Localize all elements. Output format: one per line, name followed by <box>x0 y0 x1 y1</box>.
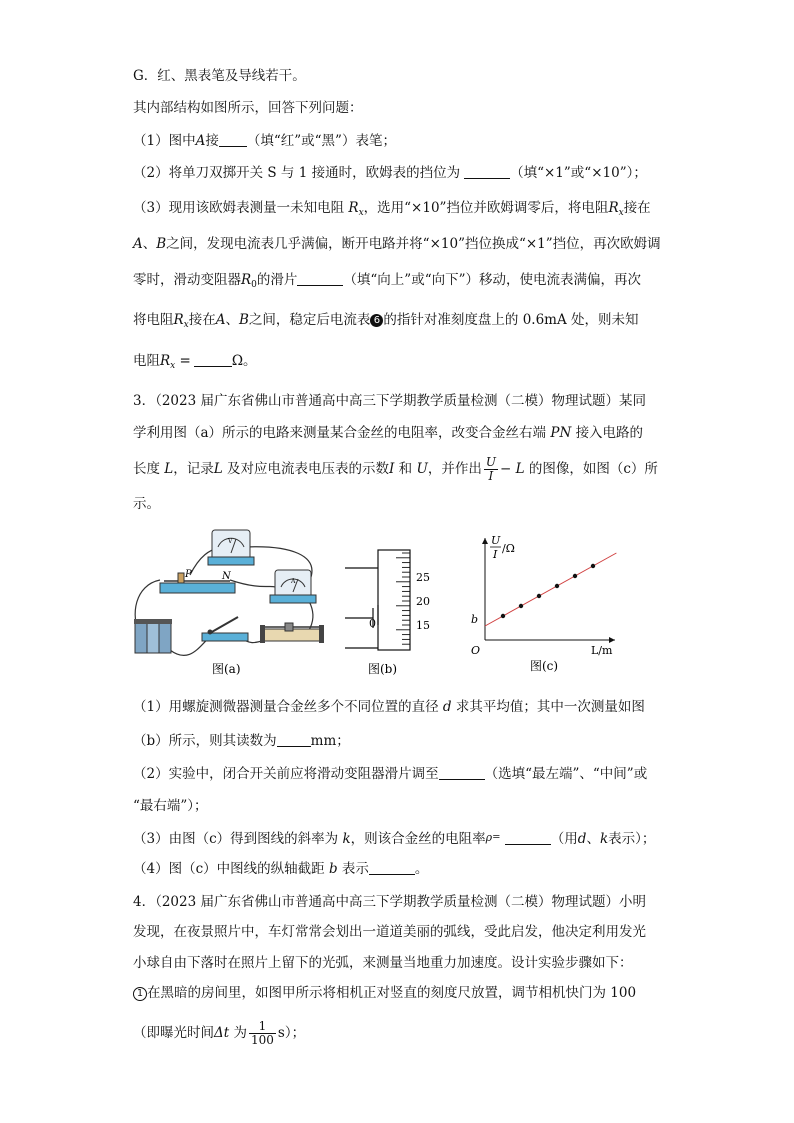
question-3-line-2: A、B之间，发现电流表几乎满偏，断开电路并将“×10”挡位换成“×1”挡位，再次欧姆调 <box>133 236 661 252</box>
problem-4-line-2: 发现，在夜景照片中，车灯常常会划出一道道美丽的弧线，受此启发，他决定利用发光 <box>133 924 646 940</box>
svg-text:A: A <box>291 578 296 585</box>
svg-text:U: U <box>491 534 501 547</box>
figure-a-circuit <box>130 525 330 680</box>
wire <box>230 580 275 587</box>
fraction-one-over-hundred: $\frac{1}{100}$ <box>250 1019 274 1047</box>
problem-3-line-4: 示。 <box>133 496 160 512</box>
rheostat-icon <box>260 623 324 643</box>
svg-text:I: I <box>493 548 498 561</box>
data-point <box>591 564 595 568</box>
svg-text:15: 15 <box>416 619 430 632</box>
intro-text: 其内部结构如图所示，回答下列问题： <box>133 100 363 116</box>
figure-b-micrometer <box>340 545 440 680</box>
svg-text:图(a): 图(a) <box>212 662 241 676</box>
question-3-line-5: 电阻$R_x = \Omega$。 <box>133 353 257 371</box>
answer-blank[interactable] <box>277 732 311 747</box>
answer-blank[interactable] <box>219 132 247 147</box>
thimble-scale <box>396 553 410 644</box>
data-point <box>501 614 505 618</box>
problem-3-line-3: 长度 L，记录L 及对应电流表电压表的示数I 和 U，并作出 $\frac{U}{I}$ − L 的图像，如图（c）所 <box>133 455 658 483</box>
data-point <box>519 604 523 608</box>
item-g: G．红、黑表笔及导线若干。 <box>133 68 306 84</box>
svg-text:图(c): 图(c) <box>530 659 559 673</box>
svg-text:0: 0 <box>369 617 376 630</box>
answer-blank[interactable] <box>297 271 343 286</box>
svg-text:P: P <box>185 569 192 580</box>
alloy-wire-board <box>160 569 235 593</box>
svg-text:N: N <box>222 571 231 582</box>
problem-3-header: 3．（2023 届广东省佛山市普通高中高三下学期教学质量检测（二模）物理试题）某同 <box>133 393 646 409</box>
problem-3-line-2: 学利用图（a）所示的电路来测量某合金丝的电阻率，改变合金丝右端 PN 接入电路的 <box>133 425 644 441</box>
svg-text:20: 20 <box>416 595 430 608</box>
battery-icon <box>134 619 172 653</box>
problem-4-line-3: 小球自由下落时在照片上留下的光弧，来测量当地重力加速度。设计实验步骤如下： <box>133 955 633 971</box>
svg-text:L/m: L/m <box>591 644 613 657</box>
svg-text:V: V <box>228 538 233 545</box>
answer-blank[interactable] <box>464 164 510 179</box>
voltmeter-icon <box>208 530 254 565</box>
figure-c-graph <box>465 530 625 680</box>
problem-4-step-1: 1 在黑暗的房间里，如图甲所示将相机正对竖直的刻度尺放置，调节相机快门为 100 <box>133 983 636 1003</box>
ammeter-icon <box>270 570 316 603</box>
fraction-u-over-i: $\frac{U}{I}$ <box>485 455 496 483</box>
answer-blank[interactable] <box>505 830 551 845</box>
question-3-line-4: 将电阻$R_x$接在A、B之间，稳定后电流表 6 的指针对准刻度盘上的 0.6mA 处，则未知 <box>133 312 639 330</box>
question-1: （1）图中A接 （填“红”或“黑”）表笔； <box>133 133 396 149</box>
sub-question-1-line-1: （1）用螺旋测微器测量合金丝多个不同位置的直径 d 求其平均值；其中一次测量如图 <box>133 699 645 715</box>
sub-question-4: （4）图（c）中图线的纵轴截距 b 表示 。 <box>133 861 429 877</box>
svg-text:/Ω: /Ω <box>502 542 515 555</box>
problem-4-line-5: （即曝光时间Δt 为 $\frac{1}{100}$ s）； <box>133 1019 306 1047</box>
sub-question-2-line-1: （2）实验中，闭合开关前应将滑动变阻器滑片调至 （选填“最左端”、“中间”或 <box>133 766 648 782</box>
answer-blank[interactable] <box>439 765 485 780</box>
data-point <box>573 574 577 578</box>
svg-text:b: b <box>471 613 479 626</box>
svg-text:O: O <box>471 644 481 657</box>
data-point <box>537 594 541 598</box>
problem-4-header: 4．（2023 届广东省佛山市普通高中高三下学期教学质量检测（二模）物理试题）小明 <box>133 894 646 910</box>
question-3-line-1: （3）现用该欧姆表测量一未知电阻 $R_x$，选用“×10”挡位并欧姆调零后，将电阻$R_x$接在 <box>133 200 651 218</box>
answer-blank[interactable] <box>369 860 415 875</box>
switch-icon <box>202 617 248 641</box>
svg-text:25: 25 <box>416 571 430 584</box>
circled-six-icon: 6 <box>370 314 383 327</box>
sub-question-1-line-2: （b）所示，则其读数为 mm； <box>133 733 350 749</box>
answer-blank[interactable] <box>194 352 232 367</box>
circled-one-icon: 1 <box>133 987 147 1001</box>
question-3-line-3: 零时，滑动变阻器$R_0$的滑片 （填“向上”或“向下”）移动，使电流表满偏，再次 <box>133 272 642 290</box>
question-2: （2）将单刀双掷开关 S 与 1 接通时，欧姆表的挡位为 （填“×1”或“×10”）； <box>133 165 647 181</box>
sub-question-2-line-2: “最右端”）； <box>133 798 208 814</box>
data-point <box>555 584 559 588</box>
plot-area <box>485 553 616 626</box>
svg-text:图(b): 图(b) <box>368 662 398 676</box>
sub-question-3: （3）由图（c）得到图线的斜率为 k，则该合金丝的电阻率ρ= （用d、k表示）； <box>133 831 656 847</box>
